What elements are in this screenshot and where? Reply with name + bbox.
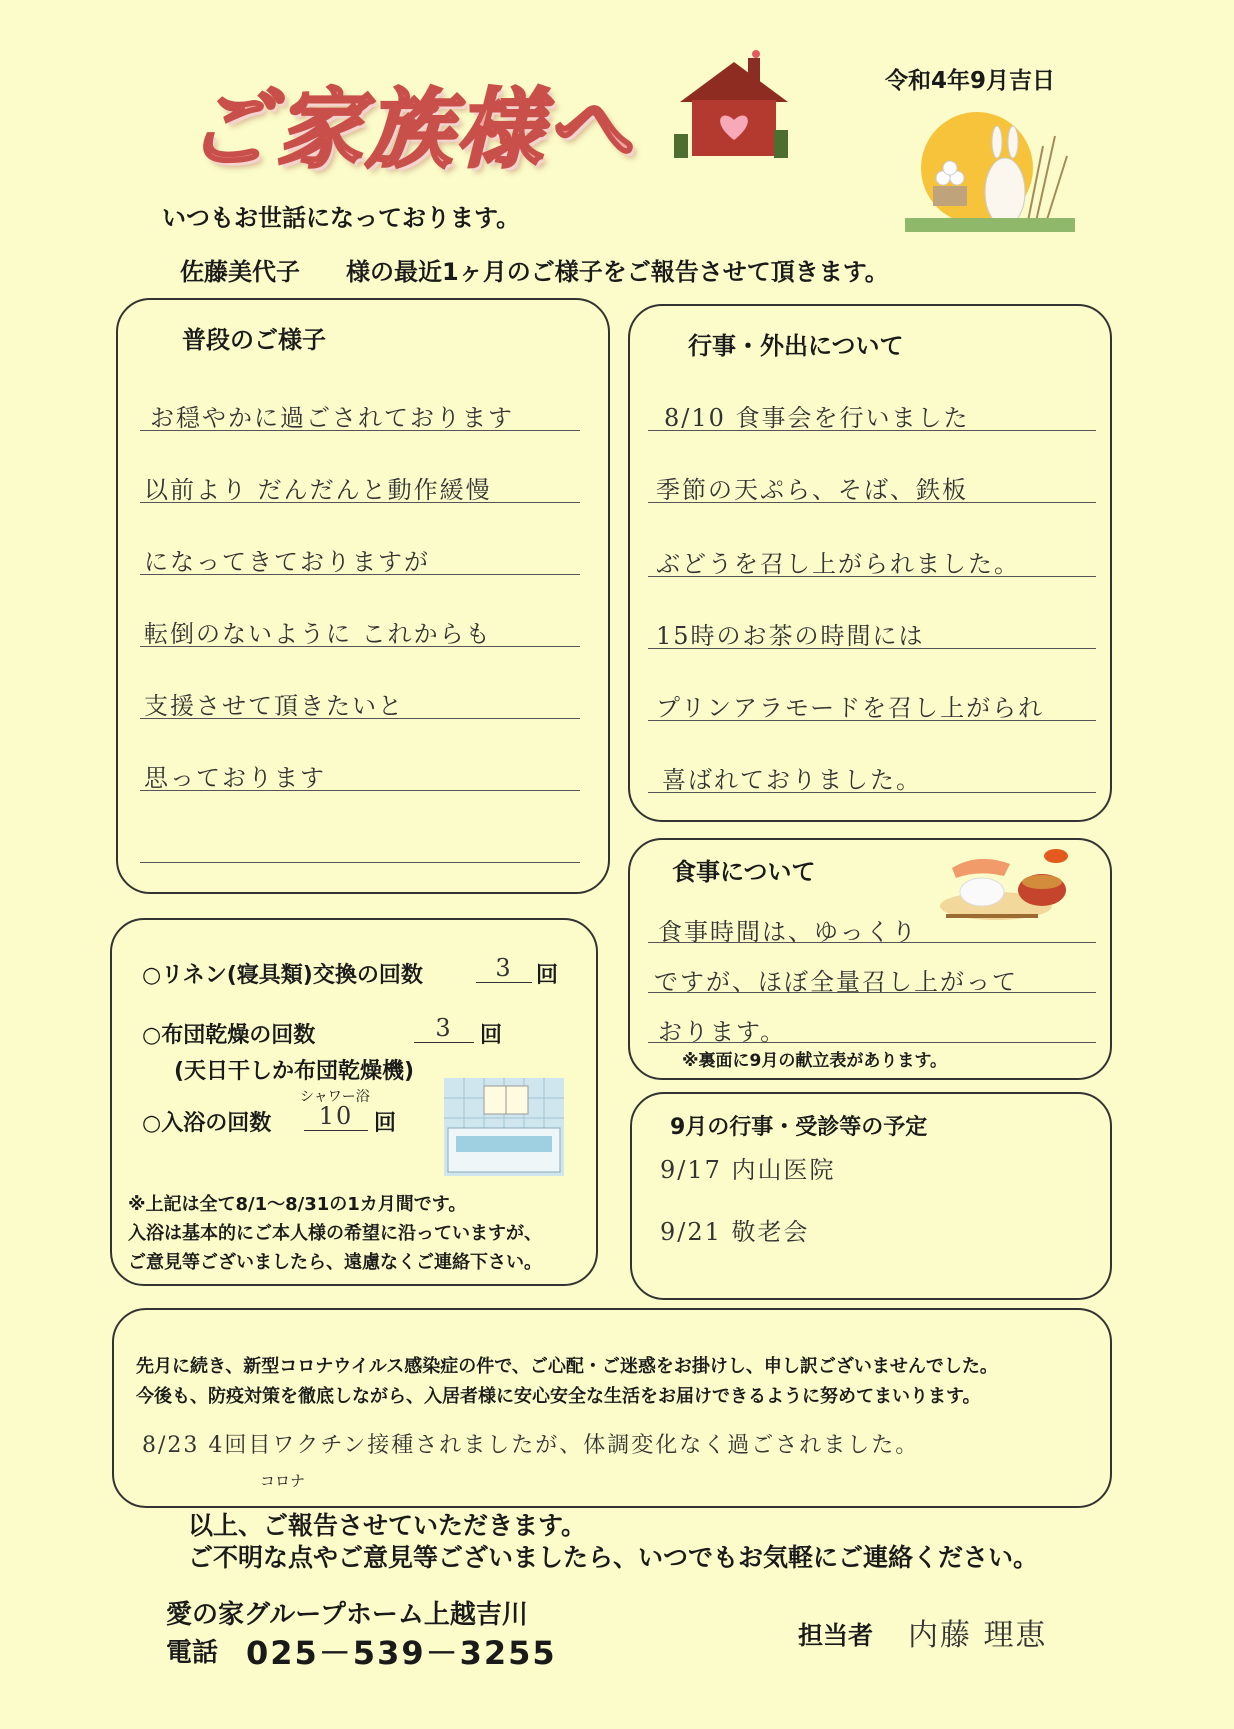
daily-line — [140, 542, 580, 575]
daily-title: 普段のご様子 — [182, 326, 326, 354]
menu-note: ※裏面に9月の献立表があります。 — [682, 1051, 947, 1071]
resident-name: 佐藤美代子 — [180, 258, 300, 286]
closing-line: ご不明な点やご意見等ございましたら、いつでもお気軽にご連絡ください。 — [188, 1543, 1039, 1572]
notice-line: 今後も、防疫対策を徹底しながら、入居者様に安心安全な生活をお届けできるように努めてまいります。 — [136, 1386, 981, 1407]
notice-lines — [136, 1352, 998, 1412]
counts-note: 入浴は基本的にご本人様の希望に沿っていますが、 — [128, 1223, 542, 1244]
daily-line-text: 支援させて頂きたいと — [144, 692, 404, 720]
futon-sub: (天日干しか布団乾燥機) — [174, 1059, 415, 1084]
futon-value: 3 — [414, 1014, 474, 1043]
meals-line-text: おります。 — [658, 1018, 787, 1046]
events-line-text: 喜ばれておりました。 — [662, 766, 922, 794]
bath-annotation: シャワー浴 — [300, 1089, 370, 1105]
daily-line-text — [144, 830, 580, 862]
daily-line-text: になってきておりますが — [144, 548, 430, 576]
closing-line: 以上、ご報告させていただきます。 — [188, 1511, 587, 1540]
events-line — [648, 616, 1096, 649]
daily-line — [140, 398, 580, 431]
page-title: ご家族様へ — [186, 80, 636, 180]
daily-line — [140, 470, 580, 503]
phone-label: 電話 — [166, 1638, 219, 1668]
events-line-text: 季節の天ぷら、そば、鉄板 — [656, 476, 968, 504]
date: 令和4年9月吉日 — [885, 68, 1056, 94]
events-line-text: ぶどうを召し上がられました。 — [656, 550, 1020, 578]
moon-rabbit-icon — [905, 106, 1075, 234]
events-line — [648, 398, 1096, 431]
notice-handwritten: 8/23 4回目ワクチン接種されましたが、体調変化なく過ごされました。 — [142, 1433, 920, 1458]
meals-line — [648, 912, 1096, 946]
meals-line-text: 食事時間は、ゆっくり — [658, 918, 918, 946]
bath-label: ○入浴の回数 — [142, 1111, 272, 1136]
events-line — [648, 544, 1096, 577]
greeting: いつもお世話になっております。 — [162, 204, 521, 232]
schedule-item: 9/21 敬老会 — [660, 1218, 810, 1246]
staff-label: 担当者 — [798, 1621, 874, 1650]
daily-line-text: 思っております — [144, 764, 326, 792]
daily-line — [140, 758, 580, 791]
daily-box — [116, 298, 610, 894]
counts-notes — [128, 1190, 542, 1277]
daily-line-text: 転倒のないように これからも — [144, 620, 492, 648]
events-line-text: 15時のお茶の時間には — [656, 622, 925, 650]
org-name: 愛の家グループホーム上越吉川 — [166, 1600, 528, 1630]
meals-title: 食事について — [672, 858, 816, 886]
events-line-text: プリンアラモードを召し上がられ — [656, 694, 1045, 722]
linen-value: 3 — [476, 954, 532, 983]
daily-line — [140, 686, 580, 719]
futon-unit: 回 — [480, 1023, 503, 1048]
schedule-item: 9/17 内山医院 — [660, 1156, 836, 1184]
schedule-title: 9月の行事・受診等の予定 — [670, 1115, 928, 1140]
linen-unit: 回 — [536, 963, 559, 988]
events-line — [648, 760, 1096, 793]
notice-line: 先月に続き、新型コロナウイルス感染症の件で、ご心配・ご迷惑をお掛けし、申し訳ございませんでした。 — [136, 1356, 998, 1377]
intro-text: 様の最近1ヶ月のご様子をご報告させて頂きます。 — [346, 258, 889, 286]
notice-insert: コロナ — [260, 1472, 306, 1490]
futon-label: ○布団乾燥の回数 — [142, 1023, 316, 1048]
linen-label: ○リネン(寝具類)交換の回数 — [142, 963, 423, 988]
meals-line — [648, 1012, 1096, 1046]
meals-line — [648, 962, 1096, 996]
closing-text — [188, 1510, 1038, 1574]
phone-number: 025－539－3255 — [246, 1634, 557, 1672]
events-line — [648, 688, 1096, 721]
counts-note: ご意見等ございましたら、遠慮なくご連絡下さい。 — [128, 1252, 542, 1273]
bathtub-icon — [444, 1078, 564, 1176]
events-line-text: 8/10 食事会を行いました — [664, 404, 970, 432]
events-title: 行事・外出について — [688, 332, 904, 360]
meals-line-text: ですが、ほぼ全量召し上がって — [654, 968, 1018, 996]
staff-name: 内藤 理恵 — [908, 1618, 1048, 1653]
counts-note: ※上記は全て8/1～8/31の1カ月間です。 — [128, 1194, 467, 1215]
daily-line-text: お穏やかに過ごされております — [150, 404, 514, 432]
daily-line-text: 以前より だんだんと動作緩慢 — [144, 476, 492, 504]
divider — [140, 862, 580, 863]
events-line — [648, 470, 1096, 503]
house-heart-icon — [672, 50, 790, 162]
daily-line — [140, 830, 580, 863]
bath-unit: 回 — [374, 1111, 397, 1136]
daily-line — [140, 614, 580, 647]
bath-value: 10 — [304, 1102, 368, 1131]
